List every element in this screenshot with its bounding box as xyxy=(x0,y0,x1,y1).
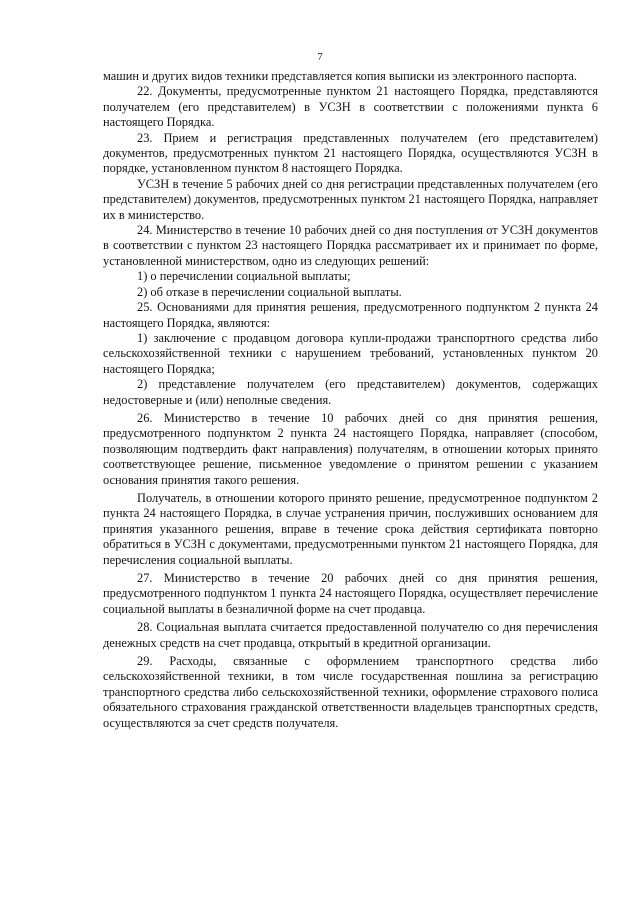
paragraph-24: 24. Министерство в течение 10 рабочих дней со дня поступления от УСЗН документов в соответствии с пунктом 23 настоящего Порядка рассматривает их и принимает по форме, установленной министерством, одно из следующих решений: xyxy=(103,223,598,268)
paragraph-28: 28. Социальная выплата считается предоставленной получателю со дня перечисления денежных средств на счет продавца, открытый в кредитной организации. xyxy=(103,620,598,650)
paragraph-24-item-1: 1) о перечислении социальной выплаты; xyxy=(137,269,351,284)
paragraph-continuation: машин и других видов техники представляется копия выписки из электронного паспорта. xyxy=(103,69,577,83)
page-number: 7 xyxy=(317,51,323,63)
paragraph-26-recipient: Получатель, в отношении которого принято решение, предусмотренное подпунктом 2 пункта 24 настоящего Порядка, в случае устранения причин, послуживших основанием для принятия указанного решения, вправе в течение срока действия сертификата повторно обратиться в УСЗН с документами, предусмотренными пунктом 21 настоящего Порядка, для перечисления социальной выплаты. xyxy=(103,490,598,567)
paragraph-22: 22. Документы, предусмотренные пунктом 21 настоящего Порядка, представляются получателем (его представителем) в УСЗН в соответствии с положениями пункта 6 настоящего Порядка. xyxy=(103,84,598,130)
paragraph-27: 27. Министерство в течение 20 рабочих дней со дня принятия решения, предусмотренного подпунктом 1 пункта 24 настоящего Порядка, осуществляет перечисление социальной выплаты в безналичной форме на счет продавца. xyxy=(103,571,598,616)
paragraph-25-item-1: 1) заключение с продавцом договора купли-продажи транспортного средства либо сельскохозяйственной техники с нарушением требований, установленных пунктом 20 настоящего Порядка; xyxy=(103,330,598,376)
document-body xyxy=(103,69,598,731)
paragraph-26: 26. Министерство в течение 10 рабочих дней со дня принятия решения, предусмотренного подпунктом 2 пункта 24 настоящего Порядка, направляет (способом, позволяющим подтвердить факт направления) получателям, в отношении которых принято соответствующее решение, письменное уведомление о принятом решении с указанием основания принятия такого решения. xyxy=(103,410,598,487)
paragraph-23: 23. Прием и регистрация представленных получателем (его представителем) документов, предусмотренных пунктом 21 настоящего Порядка, осуществляются УСЗН в порядке, установленном пунктом 8 настоящего Порядка. xyxy=(103,130,598,176)
paragraph-23-uszn: УСЗН в течение 5 рабочих дней со дня регистрации представленных получателем (его представителем) документов, предусмотренных пунктом 21 настоящего Порядка, направляет их в министерство. xyxy=(103,176,598,222)
paragraph-29: 29. Расходы, связанные с оформлением транспортного средства либо сельскохозяйственной техники, в том числе государственная пошлина за регистрацию транспортного средства либо сельскохозяйственной техники, оформление страхового полиса обязательного страхования гражданской ответственности владельцев транспортных средств, осуществляются за счет средств получателя. xyxy=(103,654,598,730)
paragraph-25: 25. Основаниями для принятия решения, предусмотренного подпунктом 2 пункта 24 настоящего Порядка, являются: xyxy=(103,300,598,330)
paragraph-24-item-2: 2) об отказе в перечислении социальной выплаты. xyxy=(137,284,402,299)
paragraph-25-item-2: 2) представление получателем (его представителем) документов, содержащих недостоверные и (или) неполные сведения. xyxy=(103,377,598,407)
